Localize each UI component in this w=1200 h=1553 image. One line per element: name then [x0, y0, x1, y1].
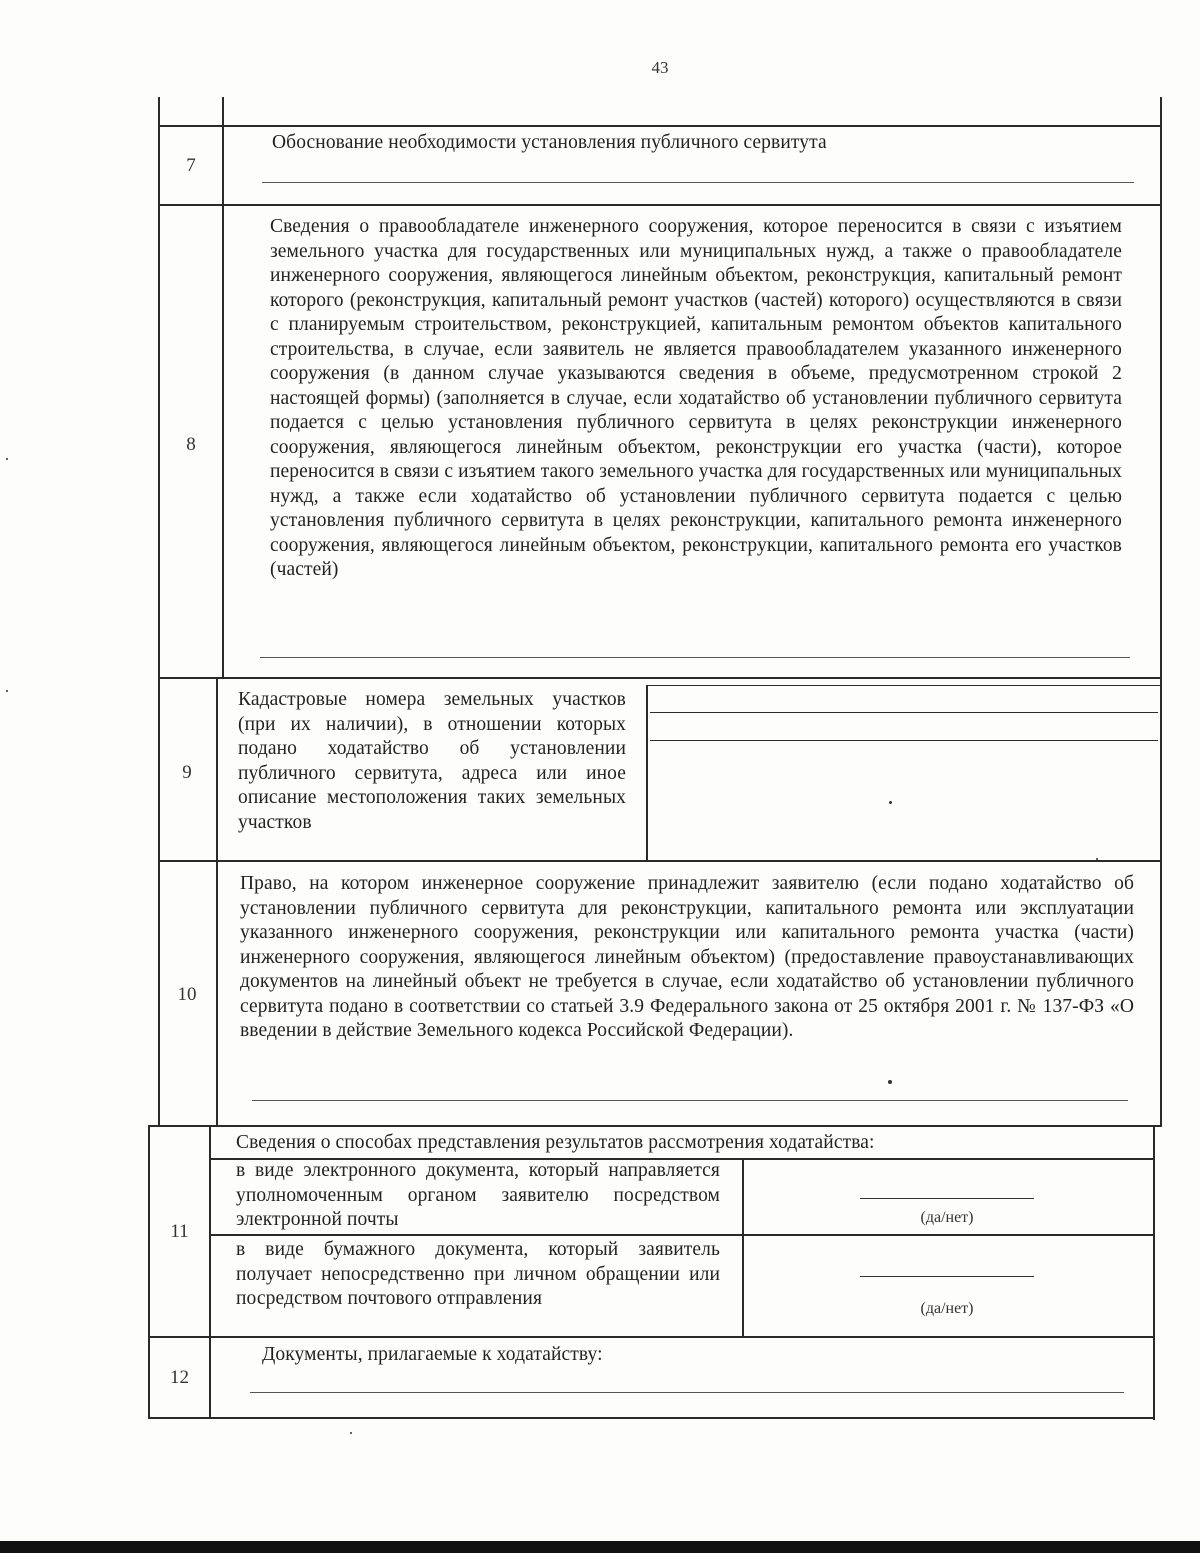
row-separator — [158, 125, 1162, 127]
row-separator — [158, 677, 1162, 679]
table-right-border-lower — [1153, 1127, 1155, 1420]
table-right-border — [1160, 97, 1162, 1127]
row11-divider — [742, 1158, 744, 1338]
row10-label: Право, на котором инженерное сооружение принадлежит заявителю (если подано ходатайство об установлении публичного сервитута для реконструкции, капитального ремонта или эксплуатации указанного инженерного сооружения, реконструкции или капитального ремонта участка (части) инженерного сооружения, являющегося линейным объектом) (предоставление правоустанавливающих документов на линейный объект не требуется в случае, если ходатайство об установлении публичного сервитута подано в соответствии со статьей 3.9 Федерального закона от 25 октября 2001 г. № 137-ФЗ «О введении в действие Земельного кодекса Российской Федерации). — [240, 873, 1134, 1041]
row-number-12: 12 — [170, 1367, 189, 1388]
scan-bottom-edge — [0, 1541, 1200, 1553]
row9-cadastral-field[interactable] — [650, 686, 1158, 712]
scan-speck — [888, 1080, 892, 1084]
row8-label: Сведения о правообладателе инженерного сооружения, которое переносится в связи с изъятием земельного участка для государственных или муниципальных нужд, а также о правообладателе инженерного сооружения, являющегося линейным объектом, реконструкция, капитальный ремонт которого (реконструкция, капитальный ремонт участков (частей) которого) осуществляются в связи с планируемым строительством, реконструкцией, капитальным ремонтом объектов капитального строительства, в случае, если заявитель не является правообладателем указанного инженерного сооружения (в данном случае указываются сведения в объеме, предусмотренном строкой 2 настоящей формы) (заполняется в случае, если ходатайство об установлении публичного сервитута подается с целью установления публичного сервитута в целях реконструкции инженерного сооружения, являющегося линейным объектом, реконструкции его участка (части), которое переносится в связи с изъятием такого земельного участка для государственных или муниципальных нужд, а также если ходатайство об установлении публичного сервитута подается с целью установления публичного сервитута в целях реконструкции, капитального ремонта инженерного сооружения, являющегося линейным объектом, реконструкции, капитального ремонта его участков (частей) — [270, 216, 1122, 580]
num-col-divider — [222, 97, 224, 677]
row9-cadastral-field[interactable] — [650, 713, 1158, 740]
num-col-divider-mid — [216, 677, 218, 1127]
row9-location-field[interactable] — [650, 741, 1158, 860]
row11-email-caption: (да/нет) — [920, 1209, 974, 1226]
row10-fill-line[interactable] — [252, 1100, 1128, 1101]
scan-speck — [889, 801, 892, 804]
scan-speck — [6, 690, 8, 692]
row-number-9: 9 — [182, 762, 192, 783]
scan-speck — [350, 1432, 352, 1434]
table-bottom-border — [148, 1417, 1155, 1419]
row9-divider — [646, 685, 648, 862]
row11-option-email: в виде электронного документа, который направляется уполномоченным органом заявителю посредством электронной почты — [236, 1160, 720, 1230]
scan-speck — [6, 458, 8, 460]
row-number-11: 11 — [170, 1221, 189, 1242]
row11-heading: Сведения о способах представления результатов рассмотрения ходатайства: — [236, 1132, 875, 1153]
row8-fill-line[interactable] — [260, 657, 1130, 658]
row11-paper-caption: (да/нет) — [920, 1300, 974, 1317]
row9-label: Кадастровые номера земельных участков (при их наличии), в отношении которых подано ходатайство об установлении публичного сервитута, адреса или иное описание местоположения таких земельных участков — [238, 689, 626, 833]
row-separator — [210, 1234, 1155, 1236]
table-left-border — [158, 97, 160, 1125]
row7-fill-line[interactable] — [262, 182, 1134, 183]
row12-label: Документы, прилагаемые к ходатайству: — [262, 1344, 603, 1365]
row-separator — [150, 1336, 1155, 1338]
row11-option-paper: в виде бумажного документа, который заявитель получает непосредственно при личном обращении или посредством почтового отправления — [236, 1239, 720, 1309]
row-number-10: 10 — [177, 984, 197, 1005]
row12-fill-line[interactable] — [250, 1392, 1124, 1393]
row-separator — [150, 1125, 1160, 1127]
num-col-divider-lower — [209, 1127, 211, 1418]
scan-speck — [1096, 858, 1098, 860]
row-number-7: 7 — [186, 155, 196, 176]
page-number: 43 — [651, 58, 669, 77]
row7-label: Обоснование необходимости установления публичного сервитута — [272, 132, 827, 153]
row-number-8: 8 — [186, 434, 196, 455]
row11-email-answer-line[interactable] — [860, 1198, 1034, 1199]
row-separator — [158, 204, 1162, 206]
row-separator — [158, 860, 1162, 862]
row11-paper-answer-line[interactable] — [860, 1276, 1034, 1277]
